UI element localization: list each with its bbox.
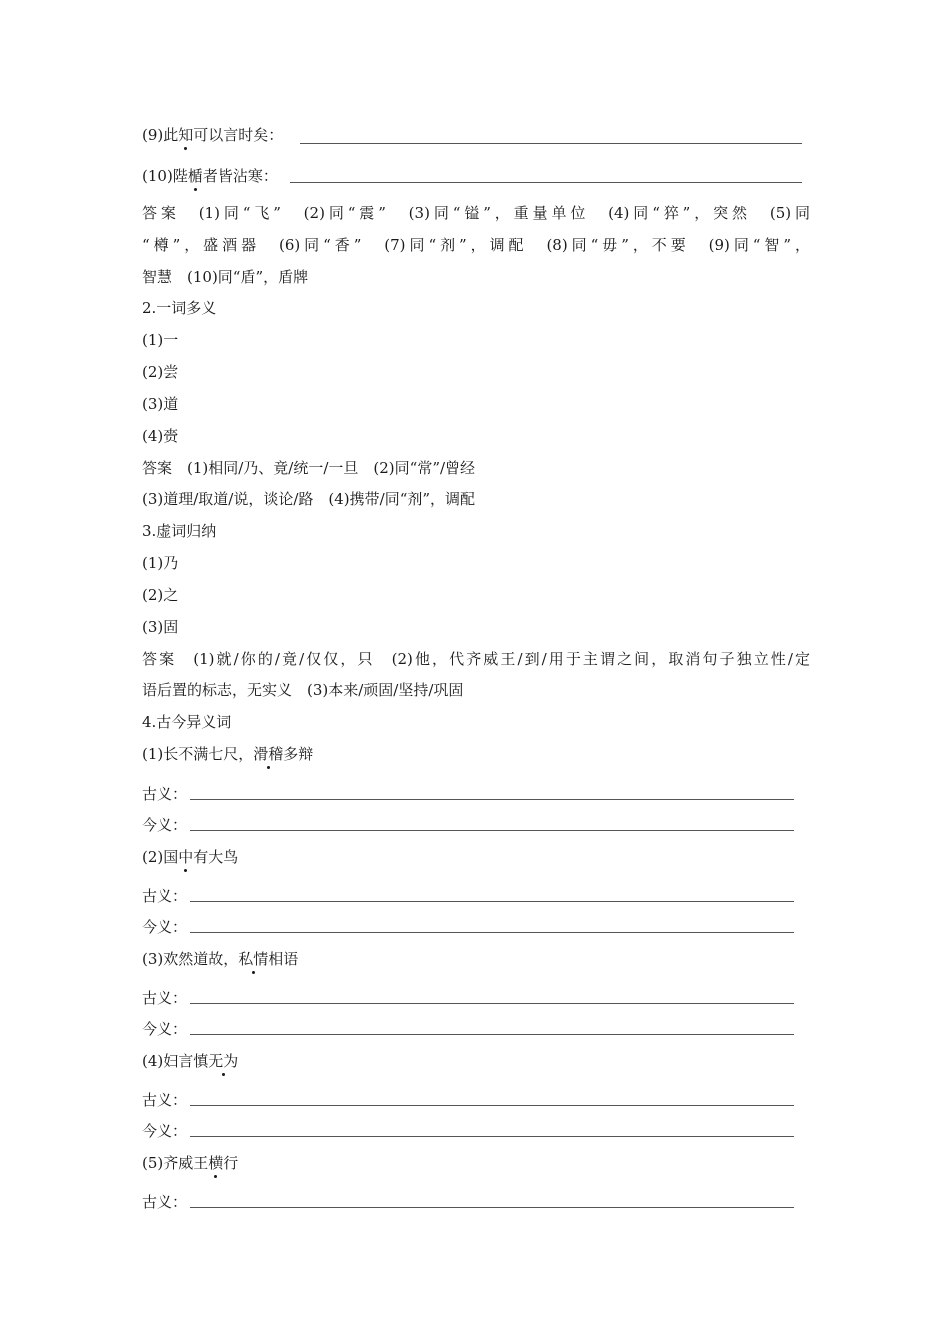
list-item: (2)之 bbox=[142, 586, 179, 604]
answer-line: 语后置的标志，无实义 (3)本来/顽固/坚持/巩固 bbox=[142, 681, 464, 699]
jin-label: 今义： bbox=[142, 816, 188, 834]
answer-blank-line[interactable] bbox=[190, 799, 794, 800]
section-title: 4.古今异义词 bbox=[142, 713, 232, 731]
gu-label: 古义： bbox=[142, 887, 188, 905]
answer-blank-line[interactable] bbox=[190, 830, 794, 831]
tongjia-item-9: (9)此知可以言时矣： bbox=[142, 126, 284, 144]
answer-blank-line[interactable] bbox=[190, 1034, 794, 1035]
question-item: (4)妇言慎无为 bbox=[142, 1052, 239, 1070]
answer-blank-line[interactable] bbox=[190, 1136, 794, 1137]
answer-blank-line[interactable] bbox=[190, 1207, 794, 1208]
emphasis-dot-char: 楯 bbox=[187, 167, 203, 185]
jin-label: 今义： bbox=[142, 1122, 188, 1140]
answer-blank-line[interactable] bbox=[190, 932, 794, 933]
answer-line: 智慧 (10)同“盾”，盾牌 bbox=[142, 268, 309, 286]
emphasis-dot-char: 横 bbox=[208, 1154, 224, 1172]
list-item: (2)尝 bbox=[142, 363, 179, 381]
emphasis-dot-char: 无为 bbox=[208, 1052, 239, 1070]
list-item: (1)乃 bbox=[142, 554, 179, 572]
gu-label: 古义： bbox=[142, 785, 188, 803]
gu-label: 古义： bbox=[142, 989, 188, 1007]
answer-blank-line[interactable] bbox=[190, 1003, 794, 1004]
question-item: (5)齐威王横行 bbox=[142, 1154, 239, 1172]
question-item: (1)长不满七尺，滑稽多辩 bbox=[142, 745, 314, 763]
emphasis-dot-char: 中 bbox=[178, 848, 194, 866]
list-item: (1)一 bbox=[142, 331, 179, 349]
section-title: 2.一词多义 bbox=[142, 299, 217, 317]
question-item: (2)国中有大鸟 bbox=[142, 848, 239, 866]
tongjia-item-10: (10)陛楯者皆沾寒： bbox=[142, 167, 278, 185]
jin-label: 今义： bbox=[142, 1020, 188, 1038]
answer-line: “樽”，盛酒器 (6)同“香” (7)同“剂”，调配 (8)同“毋”，不要 (9)同“智”， bbox=[142, 236, 810, 254]
emphasis-dot-char: 知 bbox=[178, 126, 194, 144]
emphasis-dot-char: 滑稽 bbox=[253, 745, 284, 763]
question-item: (3)欢然道故，私情相语 bbox=[142, 950, 299, 968]
gu-label: 古义： bbox=[142, 1091, 188, 1109]
answer-blank-line[interactable] bbox=[190, 901, 794, 902]
answer-line: 答案 (1)就/你的/竟/仅仅，只 (2)他，代齐威王/到/用于主谓之间，取消句子独立性/定 bbox=[142, 650, 810, 668]
list-item: (4)赍 bbox=[142, 427, 179, 445]
gu-label: 古义： bbox=[142, 1193, 188, 1211]
section-title: 3.虚词归纳 bbox=[142, 522, 217, 540]
answer-blank-line[interactable] bbox=[300, 143, 802, 144]
answer-blank-line[interactable] bbox=[190, 1105, 794, 1106]
jin-label: 今义： bbox=[142, 918, 188, 936]
answer-blank-line[interactable] bbox=[290, 182, 802, 183]
answer-line: 答案 (1)相同/乃、竟/统一/一旦 (2)同“常”/曾经 bbox=[142, 459, 476, 477]
answer-line: 答案 (1)同“飞” (2)同“震” (3)同“镒”，重量单位 (4)同“猝”，突然 (5)同 bbox=[142, 204, 810, 222]
answer-line: (3)道理/取道/说，谈论/路 (4)携带/同“剂”，调配 bbox=[142, 490, 476, 508]
emphasis-dot-char: 私情 bbox=[238, 950, 269, 968]
list-item: (3)道 bbox=[142, 395, 179, 413]
list-item: (3)固 bbox=[142, 618, 179, 636]
